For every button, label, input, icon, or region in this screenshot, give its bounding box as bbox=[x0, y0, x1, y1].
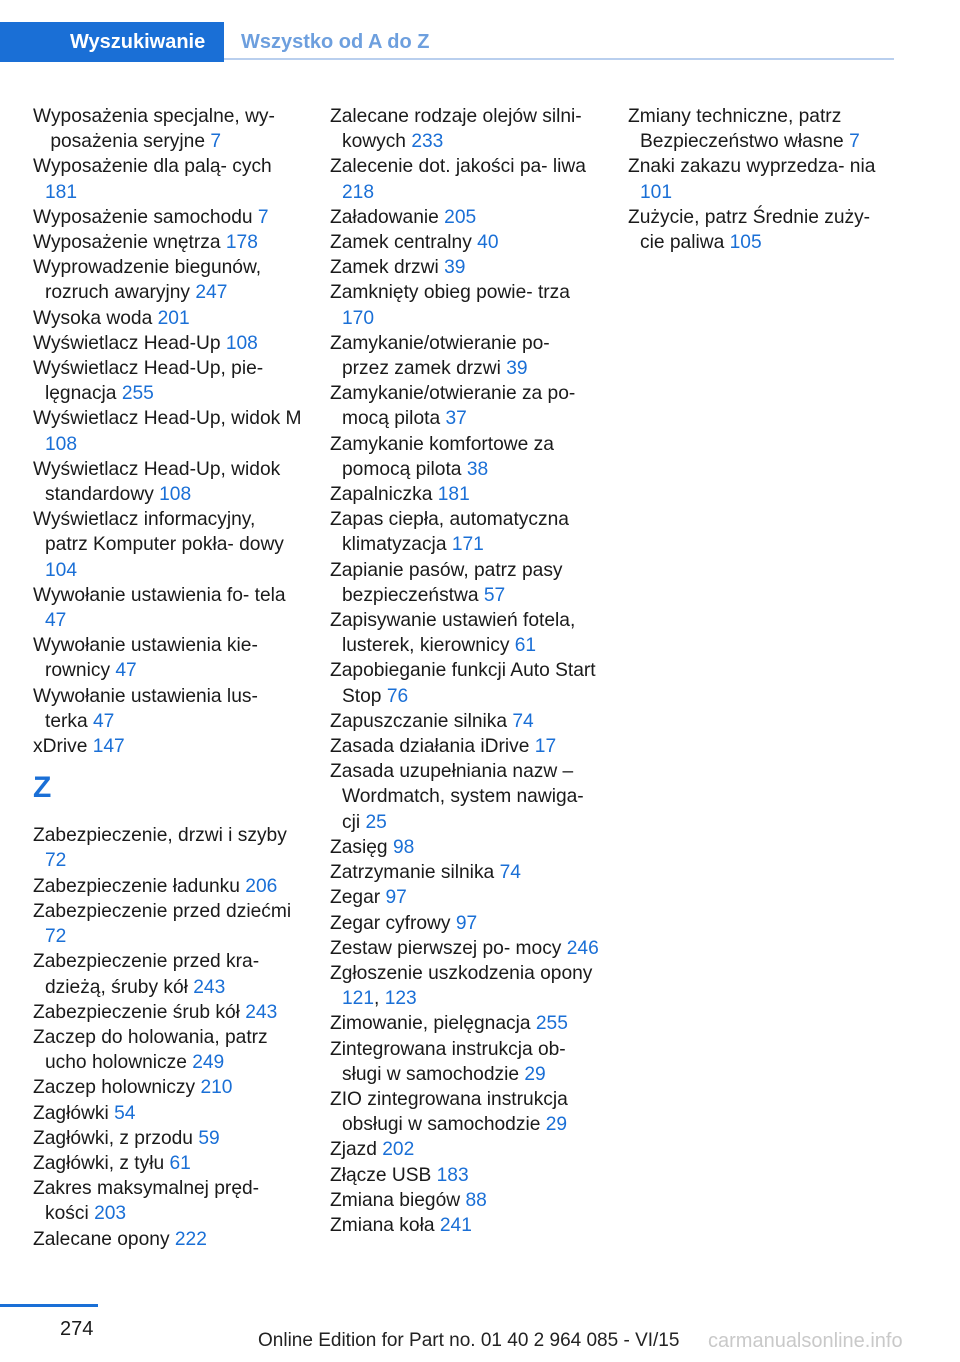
index-entry bbox=[330, 280, 600, 330]
index-entry bbox=[330, 911, 600, 936]
page-link[interactable]: 29 bbox=[524, 1063, 546, 1085]
index-entry bbox=[33, 230, 303, 255]
page-link[interactable]: 171 bbox=[451, 534, 484, 556]
index-entry bbox=[330, 1137, 600, 1162]
index-entry-term: Wyświetlacz Head-Up, widok M bbox=[33, 408, 302, 430]
index-entry bbox=[330, 1037, 600, 1087]
footer-rule bbox=[0, 1304, 98, 1307]
page-link[interactable]: 38 bbox=[466, 458, 489, 480]
index-entry-term: Zabezpieczenie przed dziećmi bbox=[33, 900, 292, 922]
index-entry-term: Zużycie, patrz Średnie zuży‐ cie paliwa bbox=[628, 206, 871, 254]
page-link[interactable]: 249 bbox=[192, 1052, 225, 1074]
index-entry bbox=[330, 154, 600, 204]
page-link[interactable]: 202 bbox=[382, 1139, 415, 1161]
index-entry bbox=[330, 1087, 600, 1137]
index-entry bbox=[330, 381, 600, 431]
page-link[interactable]: 72 bbox=[45, 850, 67, 872]
index-entry-term: Złącze USB bbox=[330, 1164, 432, 1186]
index-entry bbox=[628, 154, 898, 204]
index-entry-term: Zapianie pasów, patrz pasy bezpieczeństwa bbox=[330, 559, 563, 606]
index-entry bbox=[33, 1227, 303, 1252]
index-entry-term: Znaki zakazu wyprzedza‐ nia bbox=[628, 156, 876, 178]
page-link[interactable]: 218 bbox=[342, 181, 375, 203]
index-entry-term: Zapisywanie ustawień fotela, lusterek, kierownicy bbox=[330, 610, 576, 657]
index-entry bbox=[628, 104, 898, 154]
page-link[interactable]: 205 bbox=[444, 206, 477, 228]
index-entry bbox=[330, 734, 600, 759]
index-entry-term: Zgłoszenie uszkodzenia opony bbox=[330, 962, 593, 984]
index-entry-term: Zegar cyfrowy bbox=[330, 912, 451, 934]
index-entry bbox=[33, 899, 303, 949]
index-entry-term: Zalecane opony bbox=[33, 1228, 170, 1250]
watermark: carmanualsonline.info bbox=[708, 1330, 903, 1352]
page-link[interactable]: 255 bbox=[535, 1013, 568, 1035]
index-entry bbox=[33, 1126, 303, 1151]
page-link[interactable]: 210 bbox=[200, 1077, 233, 1099]
page-link[interactable]: 104 bbox=[45, 559, 78, 581]
index-entry-term: Wyposażenie samochodu bbox=[33, 206, 253, 228]
index-entry-term: Zapuszczanie silnika bbox=[330, 710, 508, 732]
page-link[interactable]: 39 bbox=[506, 358, 528, 380]
index-entry-term: Wyświetlacz Head-Up bbox=[33, 332, 221, 354]
index-entry-term: Zestaw pierwszej po‐ mocy bbox=[330, 937, 562, 959]
index-entry-term: Zagłówki, z przodu bbox=[33, 1127, 193, 1149]
index-entry-term: Zaczep holowniczy bbox=[33, 1077, 196, 1099]
index-entry-term: Zakres maksymalnej pręd‐ kości bbox=[33, 1178, 260, 1225]
index-entry-term: Zamknięty obieg powie‐ trza bbox=[330, 282, 570, 304]
index-entry bbox=[33, 406, 303, 456]
index-entry-term: Wysoka woda bbox=[33, 307, 153, 329]
index-entry-term: Zamek centralny bbox=[330, 232, 472, 254]
index-entry bbox=[330, 331, 600, 381]
index-entry bbox=[33, 457, 303, 507]
index-entry-term: Zmiany techniczne, patrz Bezpieczeństwo własne bbox=[628, 106, 844, 153]
page-link[interactable]: 47 bbox=[45, 610, 67, 632]
index-entry-term: Wywołanie ustawienia lus‐ terka bbox=[33, 685, 258, 732]
page-link[interactable]: 47 bbox=[93, 710, 115, 732]
page-link[interactable]: 255 bbox=[121, 383, 154, 405]
index-entry-term: Zamykanie komfortowe za pomocą pilota bbox=[330, 433, 554, 480]
index-column-1 bbox=[33, 104, 303, 1252]
page-link[interactable]: 206 bbox=[245, 875, 278, 897]
index-entry-term: Zasięg bbox=[330, 836, 388, 858]
index-entry-term: Zabezpieczenie śrub kół bbox=[33, 1001, 240, 1023]
index-entry-term: Zapas ciepła, automatyczna klimatyzacja bbox=[330, 509, 569, 556]
header-bar bbox=[0, 0, 960, 64]
index-entry-term: Wyprowadzenie biegunów, rozruch awaryjny bbox=[33, 257, 262, 304]
index-entry bbox=[330, 608, 600, 658]
index-entry-term: Zegar bbox=[330, 887, 381, 909]
index-entry bbox=[33, 356, 303, 406]
page-link[interactable]: 59 bbox=[198, 1127, 220, 1149]
page-link[interactable]: 147 bbox=[92, 736, 125, 758]
index-entry-term: Zmiana koła bbox=[330, 1214, 435, 1236]
index-entry-term: Zabezpieczenie ładunku bbox=[33, 875, 240, 897]
index-entry bbox=[330, 885, 600, 910]
page-link[interactable]: 108 bbox=[225, 332, 258, 354]
index-entry bbox=[330, 1163, 600, 1188]
page-link[interactable]: 72 bbox=[45, 926, 67, 948]
index-entry bbox=[330, 1188, 600, 1213]
page-link[interactable]: 54 bbox=[114, 1102, 136, 1124]
page-link[interactable]: 203 bbox=[94, 1203, 127, 1225]
page-link[interactable]: 233 bbox=[411, 131, 444, 153]
page-link[interactable]: 61 bbox=[169, 1152, 191, 1174]
index-entry-term: Wyświetlacz Head-Up, widok standardowy bbox=[33, 458, 281, 506]
page-link[interactable]: 25 bbox=[365, 811, 387, 833]
index-entry bbox=[33, 633, 303, 683]
page-link[interactable]: 243 bbox=[193, 976, 226, 998]
index-entry bbox=[33, 874, 303, 899]
page-link[interactable]: 61 bbox=[514, 635, 537, 657]
index-entry-term: Wywołanie ustawienia fo‐ tela bbox=[33, 584, 286, 606]
page-link[interactable]: 201 bbox=[157, 307, 190, 329]
page-link[interactable]: 243 bbox=[245, 1001, 278, 1023]
index-entry bbox=[330, 759, 600, 835]
page-link[interactable]: 123 bbox=[384, 988, 417, 1010]
index-entry bbox=[33, 684, 303, 734]
page-link[interactable]: 39 bbox=[444, 257, 466, 279]
index-entry-term: Zasada uzupełniania nazw – Wordmatch, system nawiga‐ cji bbox=[330, 761, 584, 833]
index-entry-term: Wyświetlacz informacyjny, patrz Komputer pokła‐ dowy bbox=[33, 509, 284, 556]
page-link[interactable]: 101 bbox=[640, 181, 673, 203]
page-link[interactable]: 29 bbox=[545, 1114, 568, 1136]
index-entry bbox=[628, 205, 898, 255]
index-entry-term: Zabezpieczenie, drzwi i szyby bbox=[33, 825, 287, 847]
page-link[interactable]: 105 bbox=[729, 232, 762, 254]
index-entry bbox=[33, 1176, 303, 1226]
index-entry-term: Zalecane rodzaje olejów silni‐ kowych bbox=[330, 106, 582, 153]
index-entry bbox=[33, 1075, 303, 1100]
page-link[interactable]: 88 bbox=[465, 1189, 487, 1211]
index-entry-term: Zalecenie dot. jakości pa‐ liwa bbox=[330, 156, 586, 178]
index-entry-term: Zapobieganie funkcji Auto Start Stop bbox=[330, 660, 596, 707]
index-entry-term: ZIO zintegrowana instrukcja obsługi w samochodzie bbox=[330, 1088, 568, 1136]
index-entry-term: Załadowanie bbox=[330, 206, 439, 228]
page-link[interactable]: 183 bbox=[436, 1164, 469, 1186]
index-entry bbox=[330, 860, 600, 885]
page-link[interactable]: 170 bbox=[342, 307, 375, 329]
index-entry: Zgłoszenie uszkodzenia opony 121, 123 bbox=[330, 962, 593, 1010]
page-link[interactable]: 7 bbox=[210, 131, 222, 153]
page-link[interactable]: 97 bbox=[385, 887, 407, 909]
index-entry bbox=[33, 949, 303, 999]
index-column-2 bbox=[330, 104, 600, 1238]
tab-wszystko-od-a-do-z[interactable]: Wszystko od A do Z bbox=[224, 22, 894, 60]
index-entry-term: Zamykanie/otwieranie po‐ przez zamek drzwi bbox=[330, 332, 550, 380]
page-link[interactable]: 17 bbox=[534, 736, 557, 758]
index-entry-term: Wywołanie ustawienia kie‐ rownicy bbox=[33, 635, 258, 682]
page-link[interactable]: 108 bbox=[159, 484, 192, 506]
page-link[interactable]: 97 bbox=[455, 912, 478, 934]
index-entry-term: Zaczep do holowania, patrz ucho holownicze bbox=[33, 1026, 268, 1074]
index-entry bbox=[330, 482, 600, 507]
index-entry bbox=[33, 306, 303, 331]
index-entry-term: Zmiana biegów bbox=[330, 1189, 461, 1211]
index-entry-term: Zamek drzwi bbox=[330, 257, 439, 279]
index-entry-term: Wyświetlacz Head-Up, pie‐ lęgnacja bbox=[33, 358, 264, 405]
page-link[interactable]: 222 bbox=[174, 1228, 207, 1250]
index-entry bbox=[330, 255, 600, 280]
index-entry bbox=[330, 558, 600, 608]
index-entry bbox=[33, 1025, 303, 1075]
page-link[interactable]: 7 bbox=[849, 131, 860, 153]
index-entry-term: Zagłówki, z tyłu bbox=[33, 1152, 165, 1174]
index-entry-term: Zapalniczka bbox=[330, 484, 433, 506]
index-entry bbox=[330, 835, 600, 860]
page-link[interactable]: 181 bbox=[437, 484, 470, 506]
edition-info: Online Edition for Part no. 01 40 2 964 085 - VI/15 bbox=[258, 1330, 680, 1351]
index-entry bbox=[33, 104, 303, 154]
index-entry bbox=[33, 823, 303, 873]
page-link[interactable]: 241 bbox=[439, 1214, 472, 1236]
index-entry bbox=[330, 104, 600, 154]
index-entry bbox=[330, 1011, 600, 1036]
index-entry bbox=[330, 507, 600, 557]
page-link[interactable]: 178 bbox=[225, 232, 258, 254]
section-letter: Z bbox=[33, 771, 52, 805]
index-entry bbox=[33, 583, 303, 633]
index-entry bbox=[33, 154, 303, 204]
page-link[interactable]: 7 bbox=[257, 206, 269, 228]
page-link[interactable]: 74 bbox=[512, 710, 534, 732]
index-entry bbox=[33, 1151, 303, 1176]
page-link[interactable]: 121 bbox=[342, 988, 375, 1010]
index-entry bbox=[330, 205, 600, 230]
page-link[interactable]: 57 bbox=[483, 584, 506, 606]
index-entry-term: xDrive bbox=[33, 736, 88, 758]
index-entry-term: Zamykanie/otwieranie za po‐ mocą pilota bbox=[330, 383, 576, 430]
page-link[interactable]: 246 bbox=[566, 937, 599, 959]
index-entry bbox=[33, 205, 303, 230]
page-link[interactable]: 247 bbox=[195, 282, 228, 304]
index-entry bbox=[330, 432, 600, 482]
index-entry-term: Zagłówki bbox=[33, 1102, 109, 1124]
index-entry-term: Wyposażenie dla palą‐ cych bbox=[33, 156, 272, 178]
index-entry-term: Wyposażenie wnętrza bbox=[33, 232, 221, 254]
index-entry-term: Zimowanie, pielęgnacja bbox=[330, 1013, 531, 1035]
index-entry-term: Wyposażenia specjalne, wy‐ posażenia seryjne bbox=[33, 106, 275, 153]
index-entry bbox=[33, 507, 303, 583]
index-entry-term: Zjazd bbox=[330, 1139, 377, 1161]
page-link[interactable]: 47 bbox=[115, 660, 137, 682]
index-column-3 bbox=[628, 104, 898, 255]
page-link[interactable]: 98 bbox=[392, 836, 415, 858]
page-link[interactable]: 181 bbox=[45, 181, 78, 203]
page-link[interactable]: 74 bbox=[499, 862, 521, 884]
index-entry-term: Zasada działania iDrive bbox=[330, 736, 530, 758]
index-entry-term: Zintegrowana instrukcja ob‐ sługi w samochodzie bbox=[330, 1038, 566, 1085]
index-entry-term: Zatrzymanie silnika bbox=[330, 862, 495, 884]
index-entry bbox=[33, 255, 303, 305]
index-entry-term: Zabezpieczenie przed kra‐ dzieżą, śruby kół bbox=[33, 951, 260, 998]
page-link[interactable]: 108 bbox=[45, 433, 78, 455]
index-entry bbox=[33, 1000, 303, 1025]
page-number: 274 bbox=[60, 1318, 94, 1340]
index-entry bbox=[33, 1101, 303, 1126]
index-entry bbox=[33, 331, 303, 356]
page-link[interactable]: 40 bbox=[477, 232, 499, 254]
index-entry bbox=[330, 658, 600, 708]
index-entry bbox=[330, 1213, 600, 1238]
page-link[interactable]: 76 bbox=[386, 685, 409, 707]
index-entry bbox=[330, 936, 600, 961]
index-entry bbox=[330, 230, 600, 255]
page-link[interactable]: 37 bbox=[445, 408, 467, 430]
index-entry bbox=[33, 734, 303, 759]
tab-wyszukiwanie[interactable]: Wyszukiwanie bbox=[0, 22, 224, 62]
index-entry bbox=[330, 709, 600, 734]
